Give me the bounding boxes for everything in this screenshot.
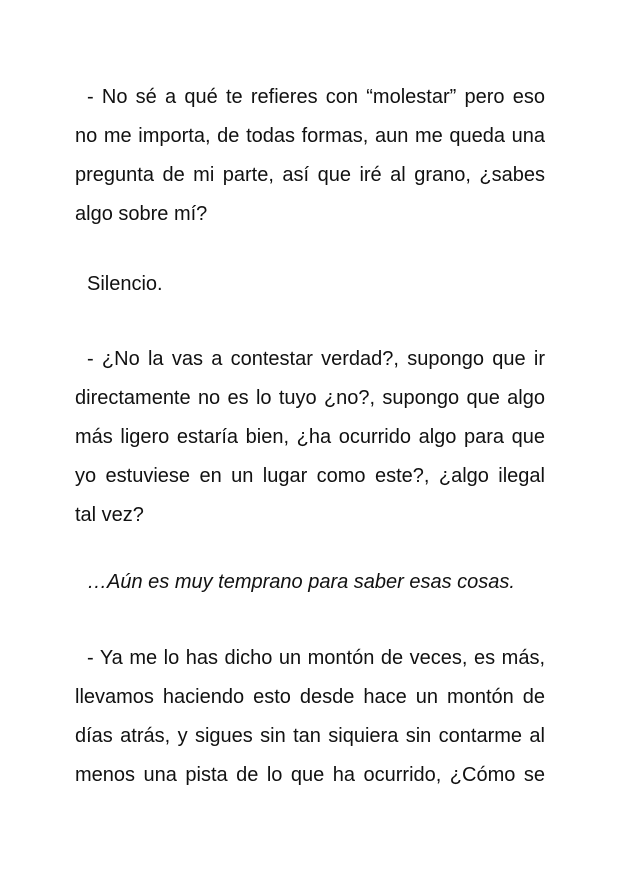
text-line: directamente no es lo tuyo ¿no?, supongo que algo bbox=[75, 387, 545, 409]
dialogue-paragraph-2 bbox=[75, 340, 545, 535]
text-line: …Aún es muy temprano para saber esas cosas. bbox=[87, 571, 515, 593]
dialogue-paragraph-3 bbox=[75, 639, 545, 795]
text-line: - Ya me lo has dicho un montón de veces, es más, bbox=[87, 647, 545, 669]
text-line: tal vez? bbox=[75, 504, 144, 526]
text-line: llevamos haciendo esto desde hace un montón de bbox=[75, 686, 545, 708]
dialogue-paragraph-1 bbox=[75, 78, 545, 234]
text-line: menos una pista de lo que ha ocurrido, ¿Cómo se bbox=[75, 764, 545, 786]
text-line: - No sé a qué te refieres con “molestar” pero eso bbox=[87, 86, 545, 108]
narration-paragraph-silence bbox=[75, 265, 545, 304]
text-line: - ¿No la vas a contestar verdad?, supongo que ir bbox=[87, 348, 545, 370]
text-line: días atrás, y sigues sin tan siquiera sin contarme al bbox=[75, 725, 545, 747]
text-line: más ligero estaría bien, ¿ha ocurrido algo para que bbox=[75, 426, 545, 448]
text-line: algo sobre mí? bbox=[75, 203, 208, 225]
text-line: no me importa, de todas formas, aun me queda una bbox=[75, 125, 545, 147]
text-line: pregunta de mi parte, así que iré al grano, ¿sabes bbox=[75, 164, 545, 186]
italic-reply-paragraph bbox=[75, 563, 545, 602]
text-line: Silencio. bbox=[87, 273, 163, 295]
text-line: yo estuviese en un lugar como este?, ¿algo ilegal bbox=[75, 465, 545, 487]
